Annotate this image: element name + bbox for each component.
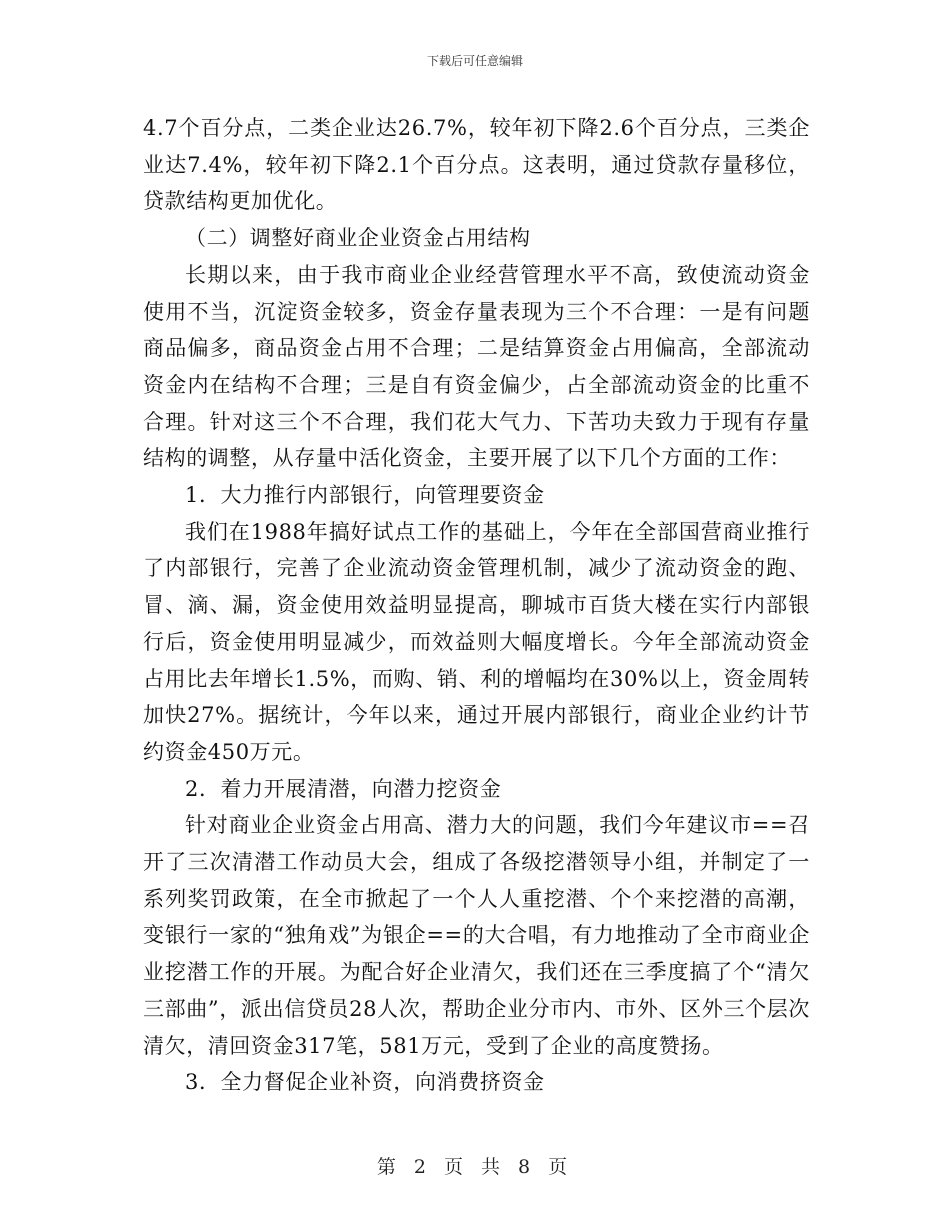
paragraph: 针对商业企业资金占用高、潜力大的问题，我们今年建议市==召开了三次清潜工作动员大会，组成了各级挖潜领导小组，并制定了一系列奖罚政策，在全市掀起了一个人人重挖潜、个个来挖潜的高潮，变银行一家的“独角戏”为银企==的大合唱，有力地推动了全市商业企业挖潜工作的开展。为配合好企业清欠，我们还在三季度搞了个“清欠三部曲”，派出信贷员28人次，帮助企业分市内、市外、区外三个层次清欠，清回资金317笔，581万元，受到了企业的高度赞扬。	[143, 813, 810, 1058]
subsection-heading: 1．大力推行内部银行，向管理要资金	[185, 483, 545, 508]
paragraph: 长期以来，由于我市商业企业经营管理水平不高，致使流动资金使用不当，沉淀资金较多，资金存量表现为三个不合理：一是有问题商品偏多，商品资金占用不合理；二是结算资金占用偏高，全部流动资金内在结构不合理；三是自有资金偏少，占全部流动资金的比重不合理。针对这三个不合理，我们花大气力、下苦功夫致力于现有存量结构的调整，从存量中活化资金，主要开展了以下几个方面的工作：	[143, 262, 810, 471]
subsection-heading: 2．着力开展清潜，向潜力挖资金	[185, 776, 502, 801]
page-number: 第 2 页 共 8 页	[376, 1156, 574, 1178]
document-body	[143, 110, 810, 1101]
paragraph-continued: 4.7个百分点，二类企业达26.7%，较年初下降2.6个百分点，三类企业达7.4%，较年初下降2.1个百分点。这表明，通过贷款存量移位，贷款结构更加优化。	[143, 116, 810, 214]
section-heading: （二）调整好商业企业资金占用结构	[185, 226, 531, 251]
subsection-heading: 3．全力督促企业补资，向消费挤资金	[185, 1070, 545, 1095]
page-header: 下载后可任意编辑	[426, 54, 523, 68]
paragraph: 我们在1988年搞好试点工作的基础上，今年在全部国营商业推行了内部银行，完善了企业流动资金管理机制，减少了流动资金的跑、冒、滴、漏，资金使用效益明显提高，聊城市百货大楼在实行内部银行后，资金使用明显减少，而效益则大幅度增长。今年全部流动资金占用比去年增长1.5%，而购、销、利的增幅均在30%以上，资金周转加快27%。据统计，今年以来，通过开展内部银行，商业企业约计节约资金450万元。	[143, 519, 810, 764]
